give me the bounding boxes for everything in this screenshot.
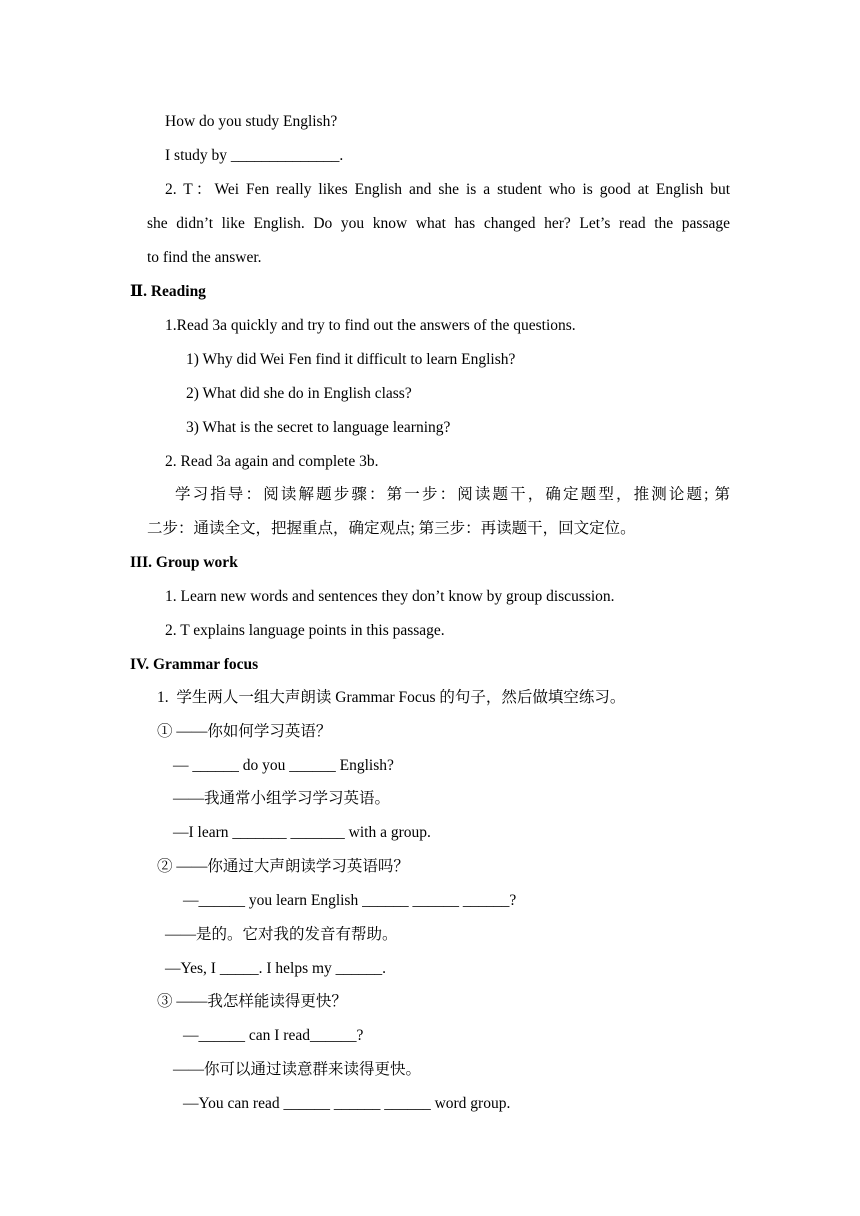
text-line: 2. Read 3a again and complete 3b. — [165, 453, 379, 470]
text-line: How do you study English? — [165, 113, 338, 130]
text-line: 1. Learn new words and sentences they don’t know by group discussion. — [165, 588, 615, 605]
text-line: 二步：通读全文，把握重点，确定观点; 第三步：再读题干，回文定位。 — [147, 520, 636, 537]
section-heading: III. Group work — [130, 554, 238, 571]
text-line: —______ can I read______? — [183, 1027, 364, 1044]
text-line: 1) Why did Wei Fen find it difficult to learn English? — [186, 351, 516, 368]
text-line: 2) What did she do in English class? — [186, 385, 412, 402]
text-line: ——你可以通过读意群来读得更快。 — [173, 1061, 422, 1078]
section-heading: IV. Grammar focus — [130, 656, 259, 673]
text-line: ① ——你如何学习英语？ — [157, 723, 332, 740]
text-line: to find the answer. — [147, 249, 262, 266]
text-line: 3) What is the secret to language learning? — [186, 419, 451, 436]
text-line: —You can read ______ ______ ______ word group. — [183, 1095, 511, 1112]
text-line: —Yes, I _____. I helps my ______. — [165, 960, 387, 977]
text-line: ——是的。它对我的发音有帮助。 — [165, 926, 398, 943]
text-line: 1.Read 3a quickly and try to find out the answers of the questions. — [165, 317, 576, 334]
text-line: she didn’t like English. Do you know what has changed her? Let’s read the passage — [147, 215, 730, 232]
text-line: ③ ——我怎样能读得更快？ — [157, 993, 347, 1010]
section-heading: Ⅱ. Reading — [130, 283, 206, 300]
text-line: ② ——你通过大声朗读学习英语吗？ — [157, 858, 409, 875]
text-line: 2. T explains language points in this passage. — [165, 622, 445, 639]
text-line: —______ you learn English ______ ______ ______? — [183, 892, 517, 909]
text-line: ——我通常小组学习学习英语。 — [173, 790, 391, 807]
text-line: 1. 学生两人一组大声朗读 Grammar Focus 的句子，然后做填空练习。 — [157, 689, 626, 706]
text-line: I study by ______________. — [165, 147, 344, 164]
text-line: — ______ do you ______ English? — [173, 757, 394, 774]
text-line: —I learn _______ _______ with a group. — [173, 824, 431, 841]
text-line: 学习指导：阅读解题步骤：第一步：阅读题干，确定题型，推测论题; 第 — [175, 486, 730, 503]
text-line: 2. T：Wei Fen really likes English and she is a student who is good at English but — [165, 181, 730, 198]
